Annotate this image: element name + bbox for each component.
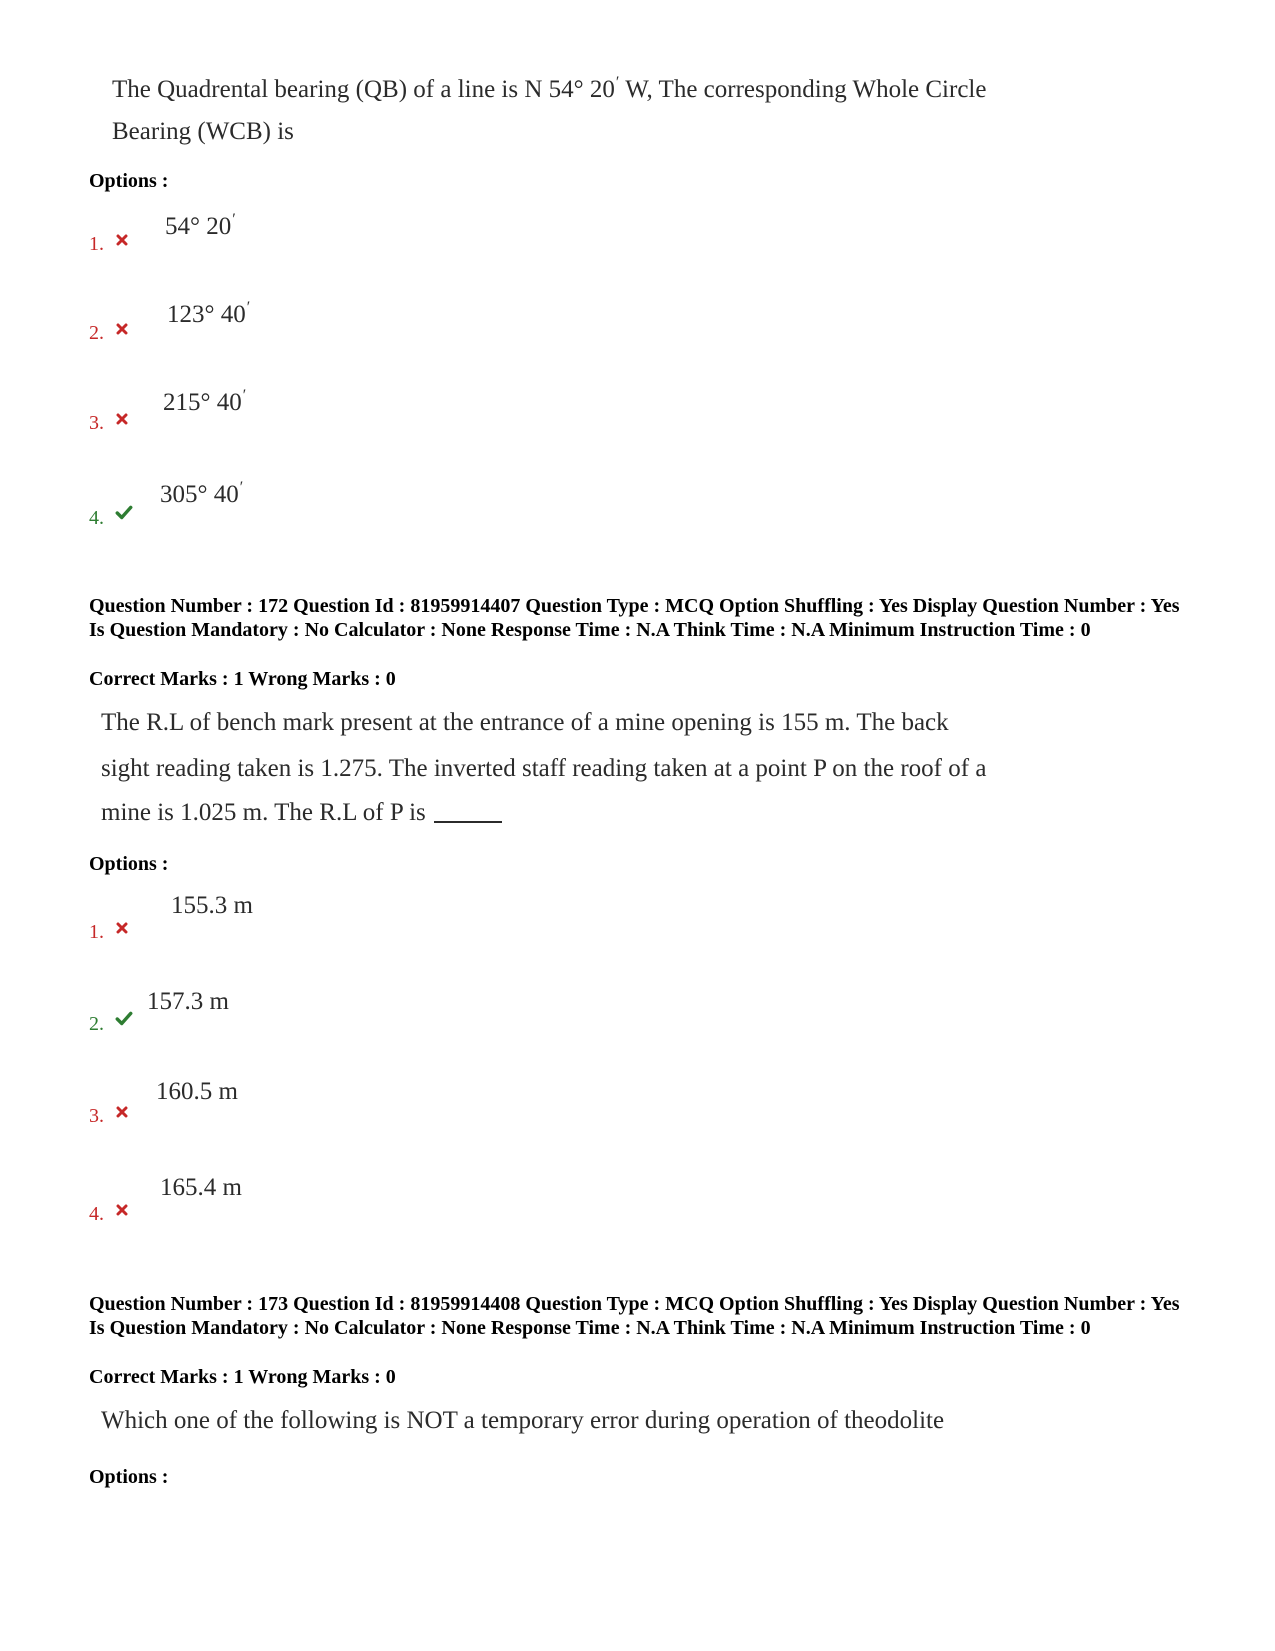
option-value: 165.4 m [160, 1174, 242, 1201]
cross-icon [115, 233, 129, 247]
check-icon [115, 1011, 133, 1027]
check-icon [115, 505, 133, 521]
options-label: Options : [89, 170, 169, 192]
question-173-meta: Question Number : 173 Question Id : 81959914408 Question Type : MCQ Option Shuffling : Yes Display Question Number : Yes Is Question Mandatory : No Calculator : None Response Time : N.A Think Time : N.A Minimum Instruction Time : 0 [89, 1293, 1180, 1339]
options-label: Options : [89, 853, 169, 875]
question-173-marks: Correct Marks : 1 Wrong Marks : 0 [89, 1366, 396, 1388]
option-value: 123° 40′ [167, 299, 251, 328]
answer-blank [434, 821, 502, 823]
option-number: 2. [89, 322, 129, 345]
option-value: 305° 40′ [160, 479, 244, 508]
option-number: 3. [89, 1105, 129, 1128]
option-number: 1. [89, 233, 129, 256]
question-172-text-line3: mine is 1.025 m. The R.L of P is [101, 799, 502, 827]
question-173-text-line1: Which one of the following is NOT a temporary error during operation of theodolite [101, 1407, 945, 1434]
question-172-meta: Question Number : 172 Question Id : 81959914407 Question Type : MCQ Option Shuffling : Yes Display Question Number : Yes Is Question Mandatory : No Calculator : None Response Time : N.A Think Time : N.A Minimum Instruction Time : 0 [89, 595, 1180, 641]
cross-icon [115, 921, 129, 935]
question-171-text-line1: The Quadrental bearing (QB) of a line is N 54° 20′ W, The corresponding Whole Circle [112, 74, 987, 103]
question-172-marks: Correct Marks : 1 Wrong Marks : 0 [89, 668, 396, 690]
question-171-text-line2: Bearing (WCB) is [112, 118, 294, 145]
option-value: 54° 20′ [165, 211, 236, 240]
prime-mark: ′ [615, 74, 620, 91]
option-number: 4. [89, 1203, 129, 1226]
option-value: 215° 40′ [163, 387, 247, 416]
option-number: 2. [89, 1011, 133, 1036]
options-label: Options : [89, 1466, 169, 1488]
cross-icon [115, 1105, 129, 1119]
option-number: 3. [89, 412, 129, 435]
cross-icon [115, 322, 129, 336]
question-172-text-line1: The R.L of bench mark present at the entrance of a mine opening is 155 m. The back [101, 709, 949, 736]
option-value: 155.3 m [171, 892, 253, 919]
cross-icon [115, 412, 129, 426]
option-value: 157.3 m [147, 988, 229, 1015]
option-number: 1. [89, 921, 129, 944]
cross-icon [115, 1203, 129, 1217]
question-172-text-line2: sight reading taken is 1.275. The inverted staff reading taken at a point P on the roof of a [101, 755, 987, 782]
option-value: 160.5 m [156, 1078, 238, 1105]
option-number: 4. [89, 505, 133, 530]
